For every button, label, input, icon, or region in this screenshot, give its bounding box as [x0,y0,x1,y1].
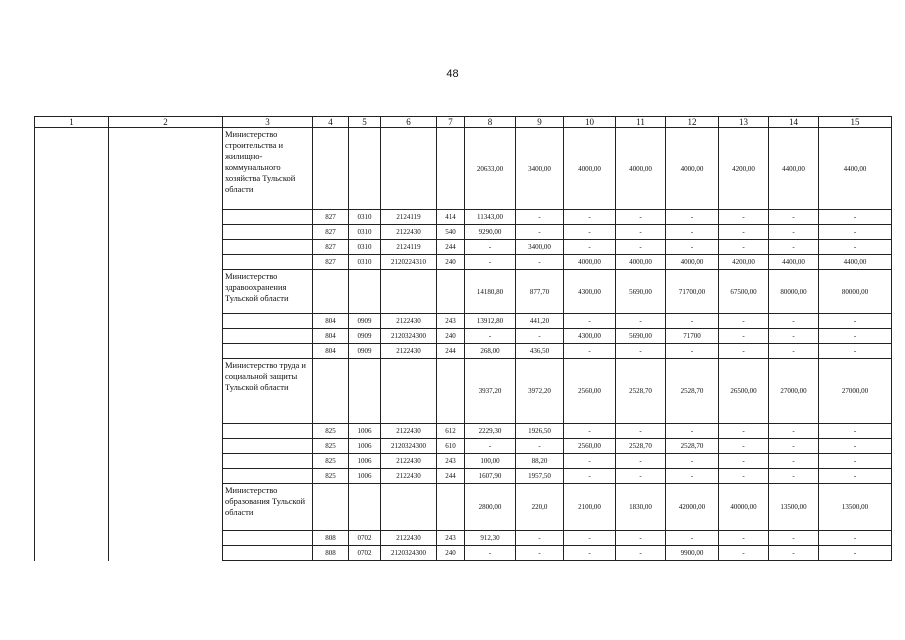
table-cell: - [666,531,719,546]
table-cell: 808 [313,531,349,546]
table-cell: - [666,210,719,225]
table-cell: 2122430 [381,531,437,546]
table-cell: - [769,531,819,546]
table-cell: 2120224310 [381,255,437,270]
code-cell [437,270,465,314]
table-row [35,210,892,225]
org-summary-row [35,359,892,424]
table-cell: 610 [437,439,465,454]
table-cell: 244 [437,469,465,484]
total-value: 3937,20 [465,359,516,424]
table-cell: 240 [437,546,465,561]
col3-cell [223,225,313,240]
col2-cell [109,359,223,424]
table-row [35,240,892,255]
table-cell: - [819,469,892,484]
table-row [35,546,892,561]
col1-cell [35,439,109,454]
column-header: 2 [109,117,223,128]
table-cell: 100,00 [465,454,516,469]
total-value: 2528,70 [616,359,666,424]
code-cell [349,359,381,424]
table-cell: - [769,210,819,225]
table-cell: 0909 [349,344,381,359]
total-value: 42000,00 [666,484,719,531]
table-cell: 4000,00 [666,255,719,270]
table-cell: - [564,225,616,240]
table-cell: - [616,225,666,240]
table-row [35,454,892,469]
table-cell: - [666,454,719,469]
table-cell: - [616,531,666,546]
col2-cell [109,484,223,531]
table-cell: 0310 [349,255,381,270]
code-cell [349,270,381,314]
table-cell: 9290,00 [465,225,516,240]
table-cell: - [616,344,666,359]
table-cell: 2560,00 [564,439,616,454]
table-cell: - [819,329,892,344]
table-cell: 2122430 [381,424,437,439]
table-row [35,439,892,454]
table-cell: - [516,329,564,344]
total-value: 2100,00 [564,484,616,531]
table-cell: - [719,531,769,546]
table-cell: - [769,424,819,439]
table-cell: 808 [313,546,349,561]
table-cell: - [719,469,769,484]
table-row [35,531,892,546]
table-cell: 243 [437,314,465,329]
table-cell: - [719,314,769,329]
table-cell: - [719,210,769,225]
table-cell: - [666,344,719,359]
table-cell: 441,20 [516,314,564,329]
table-cell: - [666,469,719,484]
table-row [35,255,892,270]
table-cell: - [564,344,616,359]
total-value: 4400,00 [819,128,892,210]
total-value: 4200,00 [719,128,769,210]
table-cell: 804 [313,344,349,359]
total-value: 877,70 [516,270,564,314]
col3-cell [223,210,313,225]
table-cell: 4000,00 [564,255,616,270]
table-cell: - [616,454,666,469]
table-row [35,329,892,344]
col2-cell [109,128,223,210]
table-cell: 2528,70 [666,439,719,454]
table-cell: - [719,439,769,454]
column-header: 7 [437,117,465,128]
total-value: 4000,00 [616,128,666,210]
col2-cell [109,546,223,561]
table-cell: - [819,424,892,439]
total-value: 67500,00 [719,270,769,314]
table-cell: - [516,225,564,240]
table-cell: - [719,240,769,255]
table-cell: 827 [313,225,349,240]
total-value: 2800,00 [465,484,516,531]
table-cell: - [666,240,719,255]
table-cell: - [719,454,769,469]
table-cell: 88,20 [516,454,564,469]
table-cell: - [564,454,616,469]
code-cell [349,484,381,531]
table-cell: 2122430 [381,454,437,469]
organization-name: Министерство строительства и жилищно-коммунального хозяйства Тульской области [223,128,313,210]
code-cell [381,359,437,424]
table-cell: 71700 [666,329,719,344]
code-cell [381,484,437,531]
total-value: 3972,20 [516,359,564,424]
table-cell: 243 [437,531,465,546]
table-cell: 2122430 [381,469,437,484]
col1-cell [35,329,109,344]
table-cell: 0909 [349,314,381,329]
col2-cell [109,210,223,225]
org-summary-row [35,128,892,210]
total-value: 80000,00 [819,270,892,314]
col1-cell [35,359,109,424]
table-cell: - [819,531,892,546]
table-cell: - [769,240,819,255]
column-header: 6 [381,117,437,128]
organization-name: Министерство труда и социальной защиты Тульской области [223,359,313,424]
table-cell: 804 [313,314,349,329]
total-value: 40000,00 [719,484,769,531]
table-cell: 825 [313,454,349,469]
col1-cell [35,128,109,210]
table-cell: - [719,546,769,561]
col2-cell [109,454,223,469]
col3-cell [223,240,313,255]
table-cell: - [769,344,819,359]
code-cell [349,128,381,210]
code-cell [313,484,349,531]
total-value: 80000,00 [769,270,819,314]
table-cell: 244 [437,344,465,359]
code-cell [313,270,349,314]
table-cell: - [819,344,892,359]
table-cell: 1006 [349,439,381,454]
total-value: 26500,00 [719,359,769,424]
table-cell: - [769,469,819,484]
table-cell: 1006 [349,454,381,469]
table-cell: 2122430 [381,225,437,240]
total-value: 4400,00 [769,128,819,210]
col3-cell [223,314,313,329]
budget-table [34,116,892,561]
col2-cell [109,225,223,240]
table-cell: - [666,225,719,240]
table-cell: 0310 [349,210,381,225]
col2-cell [109,270,223,314]
col2-cell [109,469,223,484]
column-header: 1 [35,117,109,128]
col2-cell [109,240,223,255]
table-cell: - [819,240,892,255]
code-cell [437,484,465,531]
total-value: 4300,00 [564,270,616,314]
col1-cell [35,255,109,270]
table-cell: - [819,454,892,469]
table-cell: - [819,314,892,329]
table-cell: - [465,546,516,561]
table-cell: 1006 [349,469,381,484]
col1-cell [35,210,109,225]
table-cell: - [616,469,666,484]
table-cell: 912,30 [465,531,516,546]
table-header-row [35,117,892,128]
table-cell: 2122430 [381,344,437,359]
total-value: 27000,00 [819,359,892,424]
table-cell: - [666,314,719,329]
total-value: 1830,00 [616,484,666,531]
total-value: 14180,80 [465,270,516,314]
code-cell [381,270,437,314]
organization-name: Министерство здравоохранения Тульской области [223,270,313,314]
table-cell: 1006 [349,424,381,439]
column-header: 13 [719,117,769,128]
table-cell: 1607,90 [465,469,516,484]
table-cell: - [769,314,819,329]
table-cell: 0702 [349,531,381,546]
col2-cell [109,344,223,359]
table-cell: 612 [437,424,465,439]
table-cell: - [819,225,892,240]
table-row [35,469,892,484]
col3-cell [223,439,313,454]
table-cell: - [769,225,819,240]
col3-cell [223,546,313,561]
table-cell: 4300,00 [564,329,616,344]
table-cell: 268,00 [465,344,516,359]
table-cell: 2120324300 [381,329,437,344]
table-cell: - [564,314,616,329]
table-cell: 5690,00 [616,329,666,344]
col3-cell [223,255,313,270]
table-cell: - [819,210,892,225]
table-row [35,424,892,439]
total-value: 3400,00 [516,128,564,210]
col2-cell [109,329,223,344]
total-value: 2560,00 [564,359,616,424]
col3-cell [223,424,313,439]
col1-cell [35,240,109,255]
table-cell: - [769,454,819,469]
table-cell: 3400,00 [516,240,564,255]
table-cell: 240 [437,255,465,270]
col2-cell [109,314,223,329]
total-value: 4000,00 [564,128,616,210]
col3-cell [223,329,313,344]
table-cell: 243 [437,454,465,469]
table-row [35,344,892,359]
total-value: 2528,70 [666,359,719,424]
code-cell [381,128,437,210]
table-cell: - [465,240,516,255]
table-cell: - [769,329,819,344]
table-cell: 4000,00 [616,255,666,270]
table-cell: - [819,439,892,454]
table-cell: 0909 [349,329,381,344]
table-cell: - [666,424,719,439]
table-cell: - [616,314,666,329]
table-cell: - [516,255,564,270]
total-value: 71700,00 [666,270,719,314]
table-cell: 1957,50 [516,469,564,484]
column-header: 14 [769,117,819,128]
col1-cell [35,531,109,546]
column-header: 10 [564,117,616,128]
table-cell: - [465,329,516,344]
table-cell: 11343,00 [465,210,516,225]
column-header: 8 [465,117,516,128]
column-header: 3 [223,117,313,128]
table-cell: 2229,30 [465,424,516,439]
col1-cell [35,484,109,531]
table-cell: 4200,00 [719,255,769,270]
table-cell: 2120324300 [381,546,437,561]
table-cell: 540 [437,225,465,240]
table-cell: - [465,439,516,454]
table-cell: 9900,00 [666,546,719,561]
table-cell: - [564,546,616,561]
table-cell: 240 [437,329,465,344]
table-cell: 1926,50 [516,424,564,439]
table-cell: - [516,210,564,225]
column-header: 5 [349,117,381,128]
table-cell: - [819,546,892,561]
table-cell: 2528,70 [616,439,666,454]
code-cell [313,359,349,424]
table-cell: 0310 [349,240,381,255]
total-value: 5690,00 [616,270,666,314]
table-cell: 827 [313,210,349,225]
col1-cell [35,314,109,329]
col3-cell [223,454,313,469]
table-cell: - [769,546,819,561]
total-value: 13500,00 [819,484,892,531]
column-header: 12 [666,117,719,128]
table-cell: 13912,80 [465,314,516,329]
table-cell: 4400,00 [819,255,892,270]
table-cell: - [516,531,564,546]
table-cell: - [516,546,564,561]
col1-cell [35,469,109,484]
table-cell: - [465,255,516,270]
table-cell: 0702 [349,546,381,561]
col3-cell [223,344,313,359]
table-cell: - [719,344,769,359]
col1-cell [35,424,109,439]
table-cell: - [564,210,616,225]
table-row [35,225,892,240]
column-header: 4 [313,117,349,128]
table-cell: 244 [437,240,465,255]
table-cell: - [616,424,666,439]
table-cell: - [564,531,616,546]
table-cell: 414 [437,210,465,225]
col2-cell [109,255,223,270]
table-cell: 0310 [349,225,381,240]
table-cell: - [719,424,769,439]
col1-cell [35,225,109,240]
table-cell: 825 [313,439,349,454]
col1-cell [35,270,109,314]
col1-cell [35,454,109,469]
org-summary-row [35,484,892,531]
col2-cell [109,439,223,454]
table-cell: - [719,329,769,344]
column-header: 15 [819,117,892,128]
col1-cell [35,546,109,561]
total-value: 20633,00 [465,128,516,210]
table-cell: 2124119 [381,240,437,255]
table-cell: - [719,225,769,240]
table-cell: 4400,00 [769,255,819,270]
table-cell: 804 [313,329,349,344]
code-cell [313,128,349,210]
col2-cell [109,424,223,439]
col3-cell [223,531,313,546]
table-cell: 825 [313,469,349,484]
org-summary-row [35,270,892,314]
col3-cell [223,469,313,484]
table-cell: - [616,240,666,255]
table-cell: 2122430 [381,314,437,329]
table-cell: - [616,210,666,225]
code-cell [437,359,465,424]
table-cell: - [564,424,616,439]
code-cell [437,128,465,210]
column-header: 11 [616,117,666,128]
table-cell: 825 [313,424,349,439]
table-cell: 2124119 [381,210,437,225]
table-cell: - [516,439,564,454]
total-value: 27000,00 [769,359,819,424]
table-cell: - [564,240,616,255]
total-value: 220,0 [516,484,564,531]
table-cell: - [769,439,819,454]
col2-cell [109,531,223,546]
total-value: 13500,00 [769,484,819,531]
table-cell: - [564,469,616,484]
page-number: 48 [446,68,459,80]
table-cell: 2120324300 [381,439,437,454]
col1-cell [35,344,109,359]
total-value: 4000,00 [666,128,719,210]
table-cell: 827 [313,240,349,255]
table-cell: 827 [313,255,349,270]
column-header: 9 [516,117,564,128]
table-cell: - [616,546,666,561]
table-cell: 436,50 [516,344,564,359]
organization-name: Министерство образования Тульской области [223,484,313,531]
table-row [35,314,892,329]
